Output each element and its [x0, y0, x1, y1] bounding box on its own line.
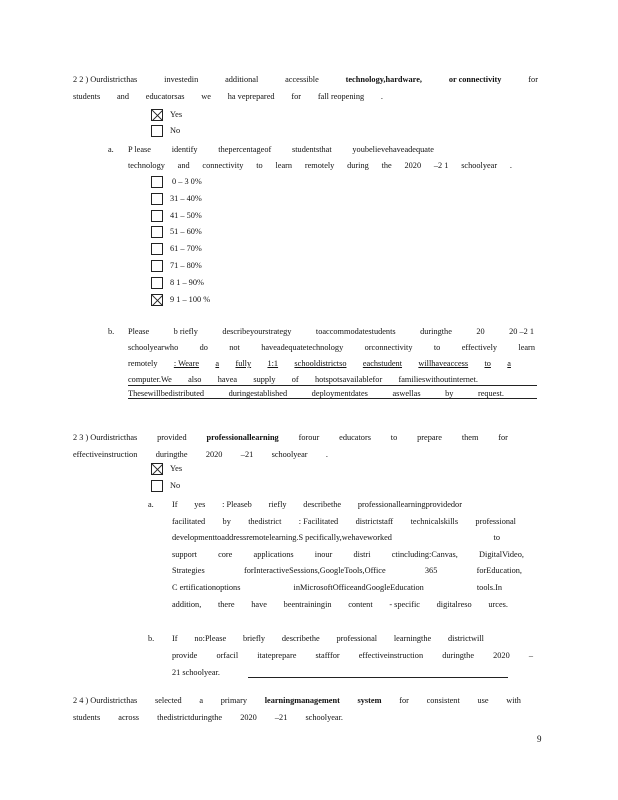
q22a-option-checkbox[interactable] [151, 294, 163, 306]
q22b-answer-underline [128, 398, 537, 399]
q22a-option-label: 61 – 70% [170, 244, 202, 253]
q22a-option-label: 51 – 60% [170, 227, 202, 236]
q22a-marker: a. [108, 145, 114, 154]
q23a-line-6: C ertificationoptions inMicrosoftOfficeandGoogleEducation tools.In [172, 583, 502, 592]
q22b-line-1: Please b riefly describeyourstrategy toaccommodatestudents duringthe 20 20 –2 1 [128, 327, 534, 336]
q22a-option-checkbox[interactable] [151, 210, 163, 222]
q22a-option-label: 8 1 – 90% [170, 278, 204, 287]
q22a-option-checkbox[interactable] [151, 243, 163, 255]
q22-yes-label: Yes [170, 110, 183, 119]
q22-line-2: students and educatorsas we ha veprepared for fall reopening . [73, 92, 383, 101]
q22-yes-checkbox[interactable] [151, 109, 163, 121]
q24-line-2: students across thedistrictduringthe 2020 –21 schoolyear. [73, 713, 343, 722]
q23a-line-2: facilitated by thedistrict : Facilitated districtstaff technicalskills professional [172, 517, 516, 526]
q22a-option-checkbox[interactable] [151, 176, 163, 188]
page-number: 9 [537, 734, 542, 744]
q23b-marker: b. [148, 634, 155, 643]
q22b-answer-underline [128, 385, 537, 386]
q23b-answer-line[interactable] [248, 677, 508, 678]
q22-no-label: No [170, 126, 181, 135]
q22a-option-label: 31 – 40% [170, 194, 202, 203]
q22a-line-1: P lease identify thepercentageof studentsthat youbelievehaveadequate [128, 145, 434, 154]
q22a-option-label: 9 1 – 100 % [170, 295, 211, 304]
q22a-option-checkbox[interactable] [151, 193, 163, 205]
q22a-option-label: 0 – 3 0% [172, 177, 202, 186]
q22-no-checkbox[interactable] [151, 125, 163, 137]
q23b-line-2: provide orfacil itateprepare stafffor effectiveinstruction duringthe 2020 – [172, 651, 533, 660]
q23a-marker: a. [148, 500, 154, 509]
q23-line-1: 2 3 ) Ourdistricthas provided professionallearning forour educators to prepare them for [73, 433, 508, 442]
q23-no-checkbox[interactable] [151, 480, 163, 492]
q23a-line-4: support core applications inour distri ctincluding:Canvas, DigitalVideo, [172, 550, 524, 559]
q22b-line-4: computer.We also havea supply of hotspotsavailablefor familieswithoutinternet. [128, 375, 478, 384]
q23a-line-7: addition, there have beentrainingin content - specific digitalreso urces. [172, 600, 508, 609]
q23a-line-3: developmenttoaddressremotelearning.S pecifically,wehaveworked to [172, 533, 500, 542]
q23-yes-checkbox[interactable] [151, 463, 163, 475]
q23b-line-1: If no:Please briefly describethe professional learningthe districtwill [172, 634, 484, 643]
q22b-line-2: schoolyearwho do not haveadequatetechnology orconnectivity to effectively learn [128, 343, 535, 352]
q23-line-2: effectiveinstruction duringthe 2020 –21 schoolyear . [73, 450, 328, 459]
q22a-option-label: 71 – 80% [170, 261, 202, 270]
q22b-marker: b. [108, 327, 115, 336]
q22a-option-checkbox[interactable] [151, 226, 163, 238]
q23a-line-1: If yes : Pleaseb riefly describethe professionallearningprovidedor [172, 500, 462, 509]
q22a-option-label: 41 – 50% [170, 211, 202, 220]
q22a-option-checkbox[interactable] [151, 260, 163, 272]
q23-no-label: No [170, 481, 181, 490]
q23b-line-3: 21 schoolyear. [172, 668, 220, 677]
q22-line-1: 2 2 ) Ourdistricthas investedin additional accessible technology,hardware, or connectivity for [73, 75, 538, 84]
q22b-line-5: Thesewillbedistributed duringestablished deploymentdates aswellas by request. [128, 389, 504, 398]
q23-yes-label: Yes [170, 464, 183, 473]
q22a-line-2: technology and connectivity to learn remotely during the 2020 –2 1 schoolyear . [128, 161, 512, 170]
q22b-line-3: remotely : Weare a fully 1:1 schooldistrictso eachstudent willhaveaccess to a [128, 359, 511, 368]
q24-line-1: 2 4 ) Ourdistricthas selected a primary learningmanagement system for consistent use with [73, 696, 521, 705]
q22a-option-checkbox[interactable] [151, 277, 163, 289]
q23a-line-5: Strategies forInteractiveSessions,GoogleTools,Office 365 forEducation, [172, 566, 522, 575]
